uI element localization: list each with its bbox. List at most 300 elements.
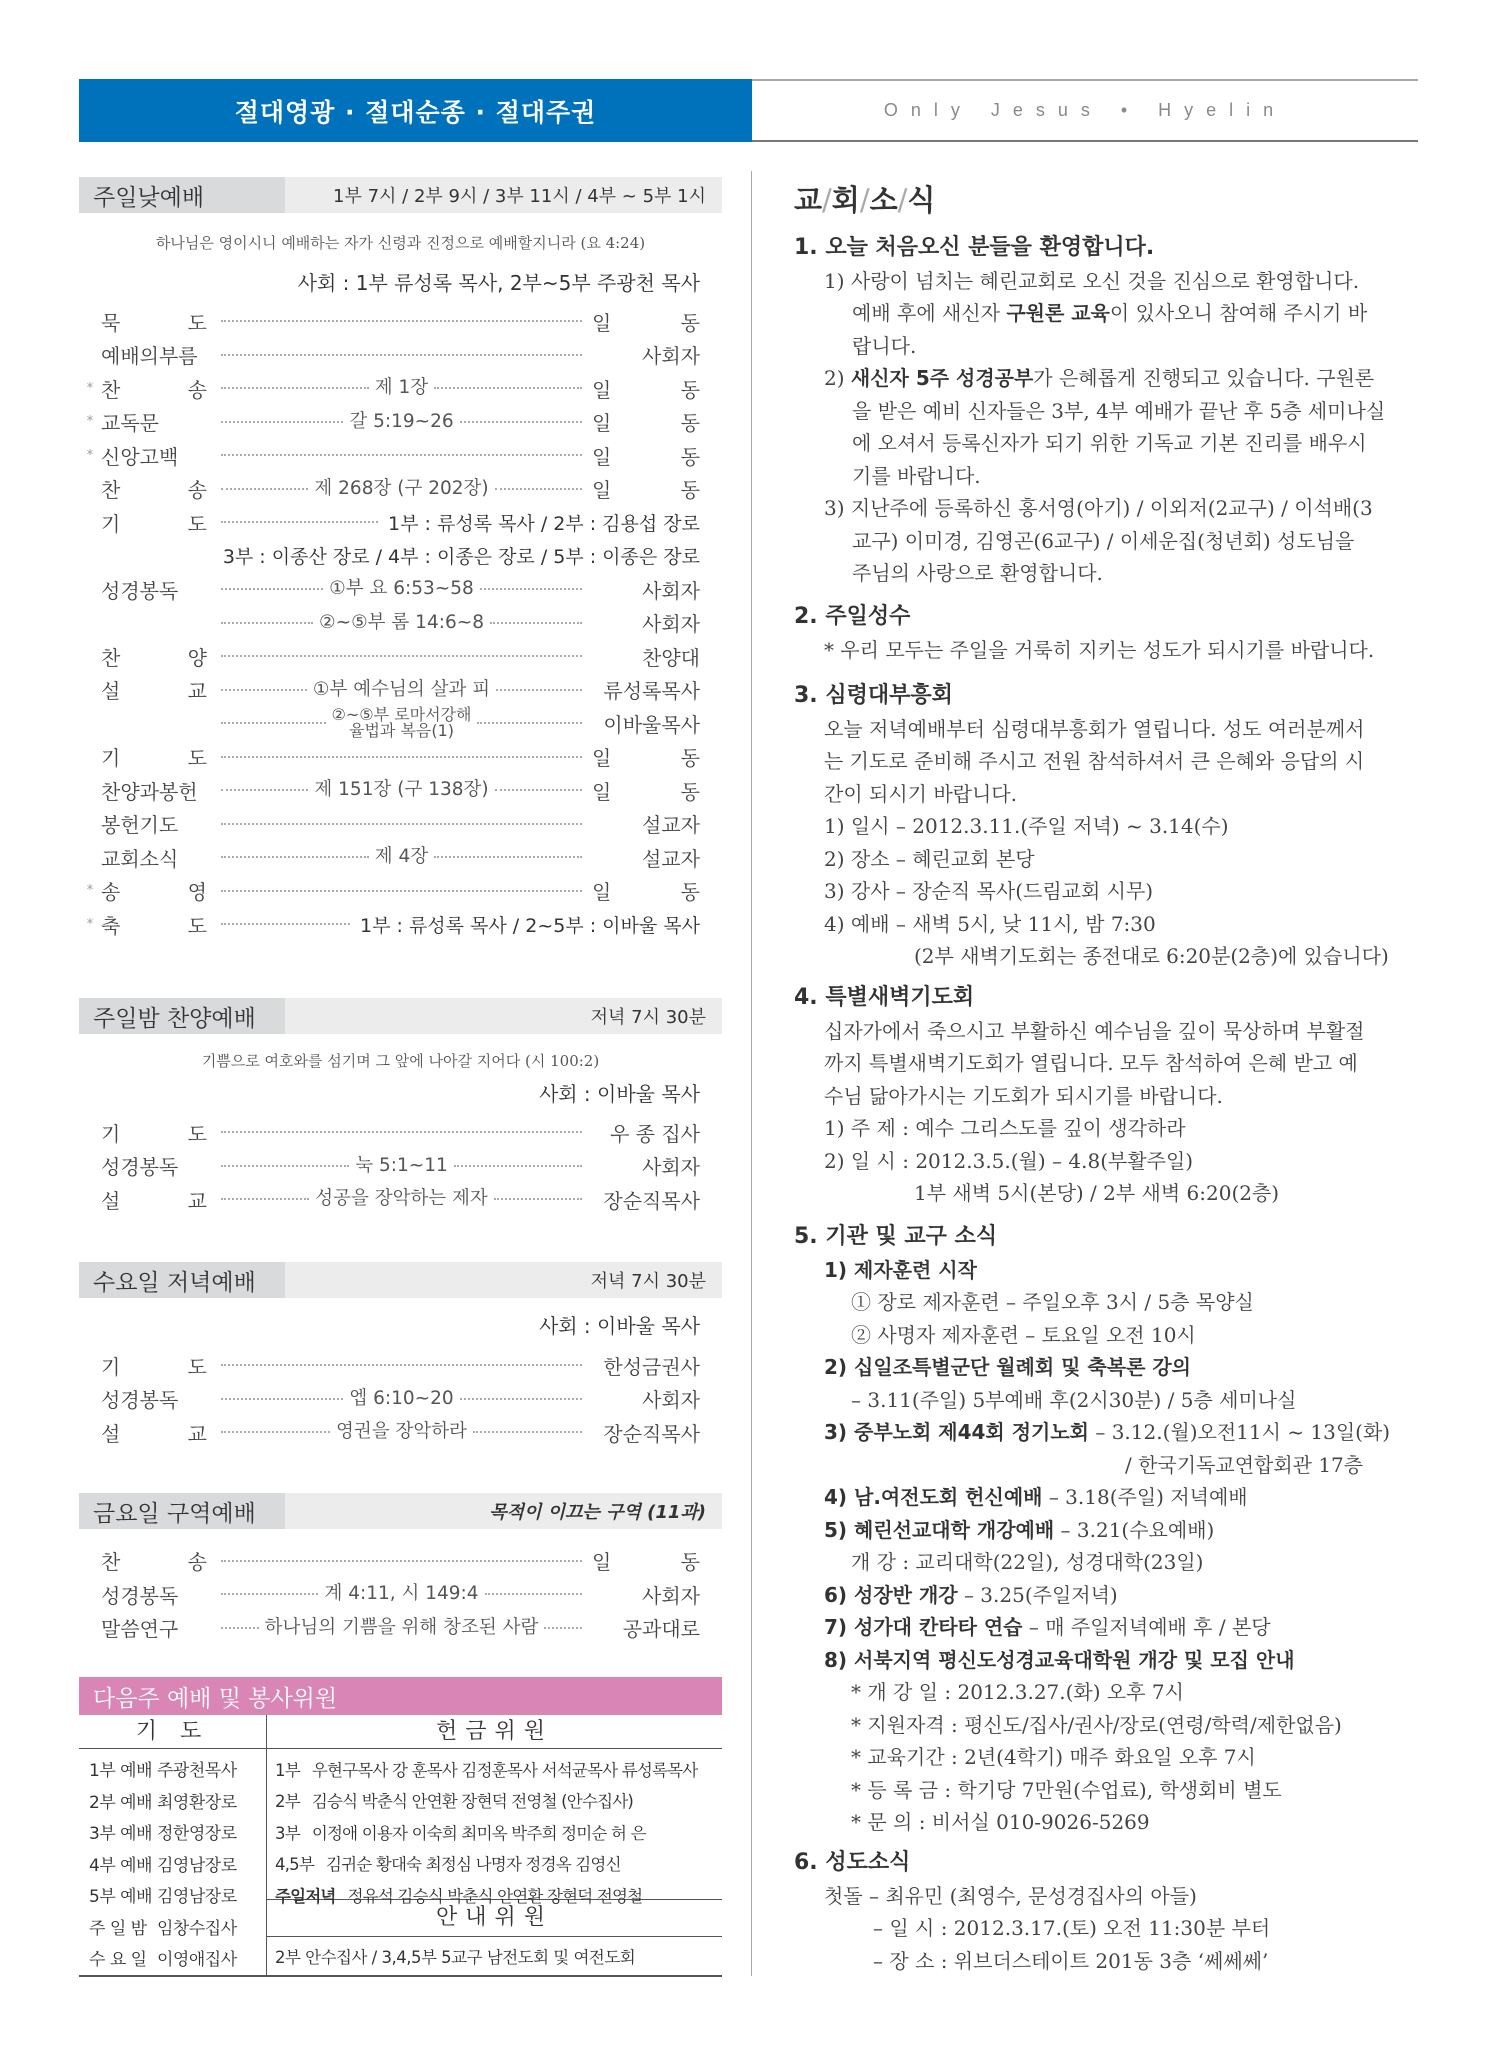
prayer-row (79, 1942, 266, 1974)
news-text: 개 강 : 교리대학(22일), 성경대학(23일) (851, 1550, 1204, 1574)
glyph: 기 (101, 511, 121, 536)
offering-members: 정유석 김승식 박춘식 안연환 장현덕 전영철 (347, 1886, 643, 1906)
order-row (79, 1183, 722, 1217)
glyph: 동 (680, 411, 700, 436)
detail-line: ①부 요 6:53~58 (329, 578, 474, 600)
leader-dots (221, 1165, 349, 1167)
glyph: 동 (680, 880, 700, 905)
news-emphasis: 2) 십일조특별군단 월례회 및 축복론 강의 (824, 1355, 1191, 1379)
service-time: 1부 7시 / 2부 9시 / 3부 11시 / 4부 ~ 5부 1시 (333, 186, 706, 207)
news-emphasis: 5) 혜린선교대학 개강예배 (824, 1517, 1055, 1542)
news-emphasis: 3) 중부노회 제44회 정기노회 (824, 1420, 1089, 1444)
offering-column (267, 1715, 722, 1977)
glyph: 도 (187, 310, 207, 335)
glyph: 일 (592, 444, 612, 469)
leader-dots (221, 521, 378, 523)
news-line (794, 810, 1418, 843)
service-time: 저녁 7시 30분 (590, 1271, 706, 1292)
prayer-column (79, 1715, 267, 1977)
detail-line: 제 151장 (구 138장) (314, 779, 489, 801)
news-text: – 장 소 : 위브더스테이트 201동 3층 ‘쎄쎄쎄’ (873, 1948, 1269, 1973)
news-emphasis: 1) 제자훈련 시작 (824, 1257, 977, 1282)
news-line (794, 1741, 1418, 1774)
leader-dots (221, 387, 369, 389)
news-line (794, 1709, 1418, 1742)
news-line (794, 875, 1418, 908)
service-name: 주 일 밤 (89, 1918, 147, 1939)
news-text: – 일 시 : 2012.3.17.(토) 오전 11:30분 부터 (873, 1916, 1271, 1940)
section-title: 주일낮예배 (93, 184, 205, 211)
news-line (794, 330, 1418, 363)
order-label (101, 307, 207, 336)
scripture-verse: 기쁨으로 여호와를 섬기며 그 앞에 나아갈 지어다 (시 100:2) (201, 1052, 600, 1070)
service-host: 사회 : 이바울 목사 (538, 1314, 700, 1338)
detail-line: 눅 5:1~11 (355, 1154, 448, 1176)
detail-line: 갈 5:19~26 (349, 410, 454, 432)
order-label (101, 374, 207, 403)
leader-dots (221, 1560, 582, 1562)
friday-cell-service (79, 1493, 722, 1645)
news-text: – 3.11(주일) 5부예배 후(2시30분) / 5층 세미나실 (851, 1387, 1297, 1412)
dotted-leader (221, 320, 582, 322)
order-of-worship (79, 305, 722, 942)
offering-members: 김승식 박춘식 안연환 장현덕 전영철 (안수집사) (311, 1792, 633, 1812)
offering-row (267, 1848, 722, 1880)
service-name: 2부 (275, 1792, 300, 1812)
glyph: 묵 (101, 310, 121, 335)
glyph: 동 (680, 377, 700, 402)
news-text: * 등 록 금 : 학기당 7만원(수업료), 학생회비 별도 (851, 1777, 1282, 1802)
leader-dots (221, 1131, 582, 1133)
order-detail (308, 477, 494, 499)
order-row (79, 338, 722, 372)
order-label: 찬양과봉헌 (101, 779, 198, 804)
leader-dots (221, 622, 313, 624)
leader-dots (221, 1398, 343, 1400)
news-text: 을 받은 예비 신자들은 3부, 4부 예배가 끝난 후 5층 세미나실 (852, 398, 1386, 423)
order-label: 성경봉독 (101, 1388, 179, 1413)
order-label (101, 876, 207, 905)
news-line (794, 1514, 1418, 1547)
service-name: 수 요 일 (89, 1950, 147, 1971)
order-leader: 설교자 (642, 813, 700, 838)
order-label: 예배의부름 (101, 344, 198, 369)
order-leader: 찬양대 (642, 645, 700, 670)
order-row (79, 1544, 722, 1578)
news-text: 는 기도로 준비해 주시고 전원 참석하셔서 큰 은혜와 응답의 시 (824, 749, 1365, 773)
order-row (79, 1611, 722, 1645)
detail-line: 제 4장 (374, 846, 429, 868)
order-row (79, 874, 722, 908)
order-of-worship (79, 1349, 722, 1450)
order-leader (592, 407, 700, 436)
motto-banner (79, 79, 752, 142)
order-label (101, 675, 207, 704)
glyph: 도 (187, 511, 207, 536)
news-line (794, 940, 1418, 973)
leader-dots (460, 1398, 582, 1400)
offering-row (267, 1785, 722, 1817)
news-line (794, 1047, 1418, 1080)
standing-mark: * (86, 380, 94, 396)
order-label (101, 1546, 207, 1575)
leader-dots (221, 354, 582, 356)
section-title: 주일밤 찬양예배 (93, 1005, 256, 1032)
leader-dots (480, 588, 582, 590)
news-line (794, 1644, 1418, 1677)
offering-list (267, 1749, 722, 1906)
glyph: 동 (680, 444, 700, 469)
order-row (79, 305, 722, 339)
news-line (794, 1676, 1418, 1709)
news-section-title: 3. 심령대부흥회 (794, 683, 953, 708)
leader-dots (473, 1431, 582, 1433)
title-char: 소 (869, 183, 898, 217)
leader-dots (221, 1593, 318, 1595)
dotted-leader (221, 678, 582, 700)
order-row (79, 640, 722, 674)
order-leader: 장순직목사 (603, 1421, 700, 1446)
leader-dots (496, 689, 582, 691)
title-char: 교 (794, 183, 823, 217)
news-text: 1부 새벽 5시(본당) / 2부 새벽 6:20(2층) (914, 1181, 1280, 1205)
order-leader: 사회자 (642, 1583, 700, 1608)
prayer-list (79, 1749, 266, 1974)
leader-dots (221, 655, 582, 657)
order-detail (318, 1583, 484, 1605)
news-line (794, 1254, 1418, 1287)
news-text: * 문 의 : 비서실 010-9026-5269 (851, 1810, 1150, 1834)
order-label (101, 742, 207, 771)
glyph: 송 (187, 478, 207, 503)
news-line (794, 1449, 1418, 1482)
order-row (79, 439, 722, 473)
glyph: 기 (101, 1354, 121, 1379)
dotted-leader (221, 578, 582, 600)
glyph: 찬 (101, 478, 121, 503)
order-detail (349, 1154, 454, 1176)
order-row (79, 740, 722, 774)
order-row (79, 1382, 722, 1416)
news-line (794, 843, 1418, 876)
leader-dots (495, 488, 582, 490)
order-label (101, 1418, 207, 1447)
order-label (101, 1351, 207, 1380)
glyph: 교 (187, 679, 207, 704)
prayer-row (79, 1879, 266, 1911)
order-detail (259, 1616, 545, 1638)
news-line (794, 1112, 1418, 1145)
title-char: 회 (831, 183, 860, 217)
news-text: ① 장로 제자훈련 – 주일오후 3시 / 5층 목양실 (851, 1290, 1254, 1314)
glyph: 일 (592, 377, 612, 402)
leader-dots (221, 890, 582, 892)
leader-dots (454, 1165, 582, 1167)
order-leader: 장순직목사 (603, 1188, 700, 1213)
standing-mark: * (86, 414, 94, 430)
news-line (794, 1774, 1418, 1807)
order-detail (308, 779, 494, 801)
dotted-leader (221, 1364, 582, 1366)
order-leader: 이바울목사 (603, 712, 700, 737)
detail-line: 엡 6:10~20 (349, 1387, 454, 1409)
glyph: 동 (680, 746, 700, 771)
glyph: 송 (187, 1550, 207, 1575)
order-detail (369, 377, 434, 399)
glyph: 도 (187, 1121, 207, 1146)
leader-dots (221, 588, 323, 590)
slash: / (859, 183, 870, 217)
scripture-verse: 하나님은 영이시니 예배하는 자가 신령과 진정으로 예배할지니라 (요 4:24) (155, 234, 646, 252)
dotted-leader (221, 1387, 582, 1409)
order-label (101, 1185, 207, 1214)
dotted-leader (221, 477, 582, 499)
order-leader: 사회자 (642, 578, 700, 603)
news-line (794, 297, 1418, 330)
lesson-title: 목적이 이끄는 구역 (11과) (489, 1502, 706, 1523)
leader-dots (221, 923, 350, 925)
order-label: 말씀연구 (101, 1617, 179, 1642)
glyph: 찬 (101, 1550, 121, 1575)
dotted-leader (221, 410, 582, 432)
offering-members: 이정애 이용자 이숙희 최미옥 박주희 정미순 허 은 (311, 1823, 646, 1843)
news-text: 기를 바랍니다. (852, 463, 981, 488)
news-section-title: 2. 주일성수 (794, 604, 911, 629)
news-line (794, 1319, 1418, 1352)
news-line (794, 713, 1418, 746)
news-text: 가 은혜롭게 진행되고 있습니다. 구원론 (1033, 366, 1375, 390)
news-text: 수님 닮아가시는 기도회가 되시기를 바랍니다. (824, 1083, 1223, 1108)
service-name: 4,5부 (275, 1855, 314, 1875)
glyph: 송 (187, 377, 207, 402)
news-members (794, 1847, 1418, 1977)
dotted-leader (221, 1188, 582, 1210)
glyph: 설 (101, 1421, 121, 1446)
offering-members: 우현구목사 강 훈목사 김정훈목사 서석균목사 류성록목사 (311, 1760, 698, 1780)
service-name: 1부 예배 (89, 1761, 152, 1782)
order-leader: 공과대로 (622, 1617, 700, 1642)
section-header (79, 1262, 722, 1298)
news-dawn-prayer (794, 982, 1418, 1210)
glyph: 도 (187, 913, 207, 938)
leader-dots (434, 387, 582, 389)
detail-line: 율법과 복음(1) (348, 721, 455, 741)
news-text: * 지원자격 : 평신도/집사/권사/장로(연령/학력/제한없음) (851, 1712, 1342, 1737)
order-row (79, 1349, 722, 1383)
news-line (794, 362, 1418, 395)
order-label: 성경봉독 (101, 578, 179, 603)
glyph: 동 (680, 1550, 700, 1575)
glyph: 송 (101, 880, 121, 905)
order-detail (313, 611, 490, 633)
order-row (79, 774, 722, 808)
glyph: 일 (592, 411, 612, 436)
slash: / (897, 183, 908, 217)
news-line (794, 1546, 1418, 1579)
glyph: 일 (592, 310, 612, 335)
news-text: 3) 지난주에 등록하신 홍서영(아기) / 이외저(2교구) / 이석배(3 (824, 496, 1373, 520)
dotted-leader (221, 611, 582, 633)
usher-header: 안내위원 (267, 1899, 722, 1937)
news-line (794, 1880, 1418, 1913)
offering-header: 헌금위원 (267, 1715, 722, 1749)
leader-dots (221, 722, 326, 724)
leader-dots (434, 856, 582, 858)
order-label: 신앙고백 (101, 444, 179, 469)
news-section-title: 1. 오늘 처음오신 분들을 환영합니다. (794, 235, 1155, 260)
order-row (79, 405, 722, 439)
leader-dots (221, 1627, 259, 1629)
wednesday-evening-service (79, 1262, 722, 1449)
service-name: 1부 (275, 1760, 300, 1780)
news-text: 오늘 저녁예배부터 심령대부흥회가 열립니다. 성도 여러분께서 (824, 716, 1365, 741)
news-line (794, 525, 1418, 558)
order-label (101, 474, 207, 503)
news-line (794, 1351, 1418, 1384)
news-text: 1) 사랑이 넘치는 혜린교회로 오신 것을 진심으로 환영합니다. (824, 268, 1360, 293)
leader-dots (494, 1198, 582, 1200)
leader-dots (544, 1627, 582, 1629)
news-emphasis: 4) 남.여전도회 헌신예배 (824, 1485, 1043, 1509)
glyph: 일 (592, 779, 612, 804)
order-of-worship (79, 1544, 722, 1645)
dotted-leader (221, 890, 582, 892)
glyph: 일 (592, 478, 612, 503)
glyph: 설 (101, 1188, 121, 1213)
news-text: * 우리 모두는 주일을 거룩히 지키는 성도가 되시기를 바랍니다. (824, 637, 1375, 662)
dotted-leader (221, 779, 582, 801)
dotted-leader (221, 1583, 582, 1605)
order-row (79, 372, 722, 406)
order-row (79, 573, 722, 607)
glyph: 교 (187, 1188, 207, 1213)
leader-dots (477, 722, 582, 724)
dotted-leader (221, 1154, 582, 1176)
news-emphasis: 7) 성가대 칸타타 연습 (824, 1615, 1023, 1639)
dotted-leader (221, 823, 582, 825)
order-leader: 설교자 (642, 846, 700, 871)
service-name: 5부 예배 (89, 1887, 152, 1908)
order-leader (592, 742, 700, 771)
news-revival (794, 680, 1418, 973)
news-text: 간이 되시기 바랍니다. (824, 781, 1017, 806)
order-leader: 한성금권사 (603, 1354, 700, 1379)
dotted-leader (221, 521, 378, 523)
order-detail (323, 578, 480, 600)
news-line (794, 1611, 1418, 1644)
order-row (79, 1116, 722, 1150)
detail-line: 하나님의 기쁨을 위해 창조된 사람 (264, 1616, 539, 1638)
leader-dots (221, 421, 343, 423)
prayer-leader: 정한영장로 (157, 1824, 237, 1845)
leader-dots (221, 789, 308, 791)
detail-line: ②~⑤부 로마서강해 (331, 705, 472, 725)
offering-members: 김귀순 황대숙 최정심 나명자 정경옥 김영신 (325, 1855, 621, 1875)
order-label: 봉헌기도 (101, 813, 179, 838)
news-line (794, 460, 1418, 493)
next-week-volunteers (79, 1677, 722, 1977)
offering-row (267, 1816, 722, 1848)
news-text: 첫돌 – 최유민 (최영수, 문성경집사의 아들) (824, 1883, 1197, 1908)
news-text: / 한국기독교연합회관 17층 (1125, 1452, 1364, 1477)
order-row (79, 606, 722, 640)
news-sunday-keeping (794, 601, 1418, 666)
order-row-continuation: 3부 : 이종산 장로 / 4부 : 이종은 장로 / 5부 : 이종은 장로 (222, 546, 700, 569)
leader-dots (221, 454, 582, 456)
prayer-row (79, 1911, 266, 1943)
glyph: 도 (187, 746, 207, 771)
service-name: 3부 (275, 1823, 300, 1843)
slash: / (822, 183, 832, 217)
prayer-leader: 김영남장로 (157, 1887, 237, 1908)
slogan-text: Only Jesus • Hyelin (883, 100, 1287, 120)
news-text: ② 사명자 제자훈련 – 토요일 오전 10시 (851, 1322, 1196, 1347)
news-text: 까지 특별새벽기도회가 열립니다. 모두 참석하여 은혜 받고 예 (824, 1051, 1358, 1075)
news-text: 이 있사오니 참여해 주시기 바 (1109, 301, 1368, 325)
church-news-title (794, 180, 935, 220)
leader-dots (221, 320, 582, 322)
table-bottom-rule (79, 1975, 722, 1977)
glyph: 일 (592, 1550, 612, 1575)
dotted-leader (221, 354, 582, 356)
news-line (794, 1080, 1418, 1113)
news-text: 2) 일 시 : 2012.3.5.(월) – 4.8(부활주일) (824, 1148, 1194, 1173)
dotted-leader (221, 1560, 582, 1562)
glyph: 교 (187, 1421, 207, 1446)
glyph: 일 (592, 746, 612, 771)
order-leader: 사회자 (642, 612, 700, 637)
prayer-leader: 주광천목사 (157, 1761, 237, 1782)
order-leader (592, 876, 700, 905)
dotted-leader (221, 1616, 582, 1638)
news-line (794, 1481, 1418, 1514)
detail-line: 계 4:11, 시 149:4 (324, 1583, 479, 1605)
column-divider (751, 171, 752, 1976)
order-leader (592, 776, 700, 805)
prayer-row (79, 1816, 266, 1848)
glyph: 설 (101, 679, 121, 704)
dotted-leader (221, 655, 582, 657)
leader-dots (221, 756, 582, 758)
news-text: 1) 주 제 : 예수 그리스도를 깊이 생각하라 (824, 1116, 1186, 1140)
glyph: 양 (187, 645, 207, 670)
prayer-row (79, 1848, 266, 1880)
news-line (794, 492, 1418, 525)
news-emphasis: 새신자 5주 성경공부 (850, 366, 1034, 390)
news-text: 4) 예배 – 새벽 5시, 낮 11시, 밤 7:30 (824, 911, 1156, 936)
news-line (794, 1806, 1418, 1839)
usher-row: 2부 안수집사 / 3,4,5부 5교구 남전도회 및 여전도회 (275, 1948, 636, 1967)
leader-dots (495, 789, 582, 791)
order-leader (592, 441, 700, 470)
news-line (794, 1145, 1418, 1178)
detail-line: ①부 예수님의 살과 피 (312, 678, 491, 700)
news-text: * 교육기간 : 2년(4학기) 매주 화요일 오후 7시 (851, 1745, 1256, 1769)
news-text: 교구) 이미경, 김영곤(6교구) / 이세운집(청년회) 성도님을 (852, 528, 1355, 553)
news-groups (794, 1221, 1418, 1839)
news-emphasis: 8) 서북지역 평신도성경교육대학원 개강 및 모집 안내 (824, 1647, 1295, 1672)
news-text: 십자가에서 죽으시고 부활하신 예수님을 깊이 묵상하며 부활절 (824, 1018, 1365, 1043)
news-text: 2) (824, 366, 851, 390)
news-line (794, 908, 1418, 941)
news-text: 랍니다. (852, 333, 917, 358)
glyph: 찬 (101, 645, 121, 670)
news-emphasis: 6) 성장반 개강 (824, 1582, 958, 1607)
prayer-leader: 임창수집사 (157, 1918, 237, 1939)
dotted-leader (221, 923, 350, 925)
order-detail (307, 678, 496, 700)
glyph: 기 (101, 746, 121, 771)
